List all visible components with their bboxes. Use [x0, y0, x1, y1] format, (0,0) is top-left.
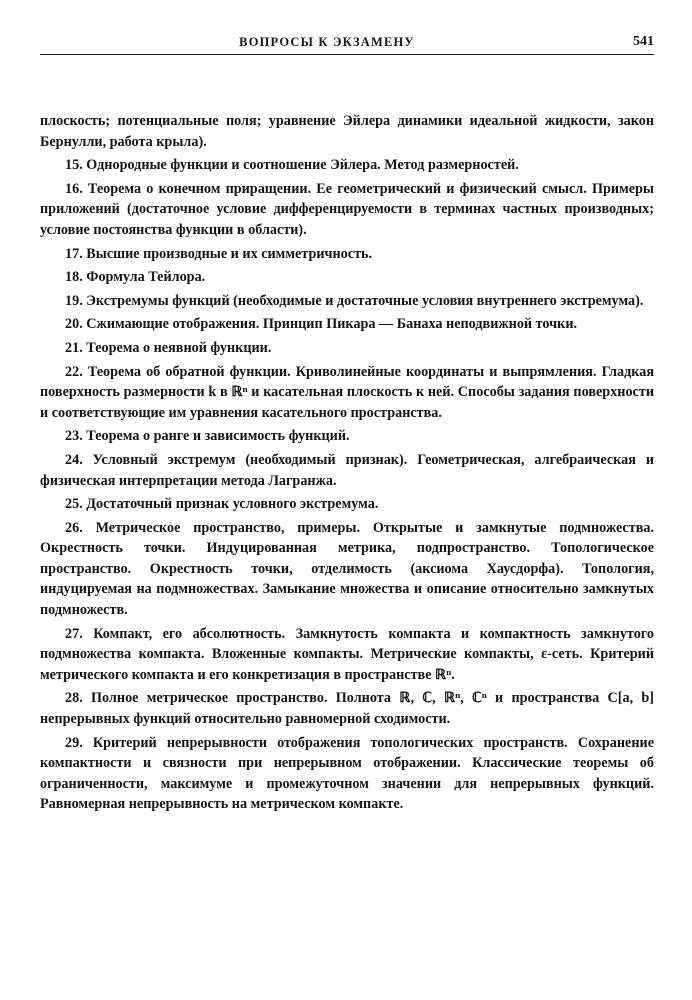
question-18: 18. Формула Тейлора. — [65, 269, 206, 286]
question-19: 19. Экстремумы функций (необходимые и достаточные условия внутреннего экстремума). — [65, 292, 644, 309]
page-header — [40, 30, 654, 55]
question-22: 22. Теорема об обратной функции. Криволинейные координаты и выпрямления. Гладкая поверхность размерности k в ℝⁿ и касательная плоскость к ней. Способы задания поверхности и соответствующие им уравнения касательного пространства. — [40, 363, 654, 421]
question-27: 27. Компакт, его абсолютность. Замкнутость компакта и компактность замкнутого подмножества компакта. Вложенные компакты. Метрические компакты, ε-сеть. Критерий метрического компакта и его конкретизация в пространстве ℝⁿ. — [40, 625, 654, 683]
question-23: 23. Теорема о ранге и зависимость функций. — [65, 428, 350, 445]
question-24: 24. Условный экстремум (необходимый признак). Геометрическая, алгебраическая и физическая интерпретации метода Лагранжа. — [40, 451, 654, 489]
paragraph-14-continuation: плоскость; потенциальные поля; уравнение Эйлера динамики идеальной жидкости, закон Бернулли, работа крыла). — [40, 113, 654, 150]
question-21: 21. Теорема о неявной функции. — [65, 339, 272, 356]
question-16: 16. Теорема о конечном приращении. Ее геометрический и физический смысл. Примеры приложений (достаточное условие дифференцируемости в терминах частных производных; условие постоянства функции в области). — [40, 180, 654, 238]
question-26: 26. Метрическое пространство, примеры. Открытые и замкнутые подмножества. Окрестность точки. Индуцированная метрика, подпространство. Топологическое пространство. Окрестность точки, отделимость (аксиома Хаусдорфа). Топология, индуцируемая на подмножествах. Замыкание множества и описание относительно замкнутых подмножеств. — [40, 519, 654, 619]
question-29: 29. Критерий непрерывности отображения топологических пространств. Сохранение компактности и связности при непрерывном отображении. Классические теоремы об ограниченности, максимуме и промежуточном значении для непрерывных функций. Равномерная непрерывность на метрическом компакте. — [40, 734, 654, 813]
question-20: 20. Сжимающие отображения. Принцип Пикара — Банаха неподвижной точки. — [65, 316, 578, 333]
question-25: 25. Достаточный признак условного экстремума. — [65, 496, 379, 513]
question-28: 28. Полное метрическое пространство. Полнота ℝ, ℂ, ℝⁿ, ℂⁿ и пространства C[a, b] непрерывных функций относительно равномерной сходимости. — [40, 690, 654, 728]
question-17: 17. Высшие производные и их симметричность. — [65, 245, 373, 262]
running-head: ВОПРОСЫ К ЭКЗАМЕНУ — [239, 35, 415, 49]
book-page — [40, 30, 654, 818]
page-number: 541 — [633, 34, 654, 49]
question-15: 15. Однородные функции и соотношение Эйлера. Метод размерностей. — [65, 157, 519, 174]
page-body — [40, 111, 654, 815]
